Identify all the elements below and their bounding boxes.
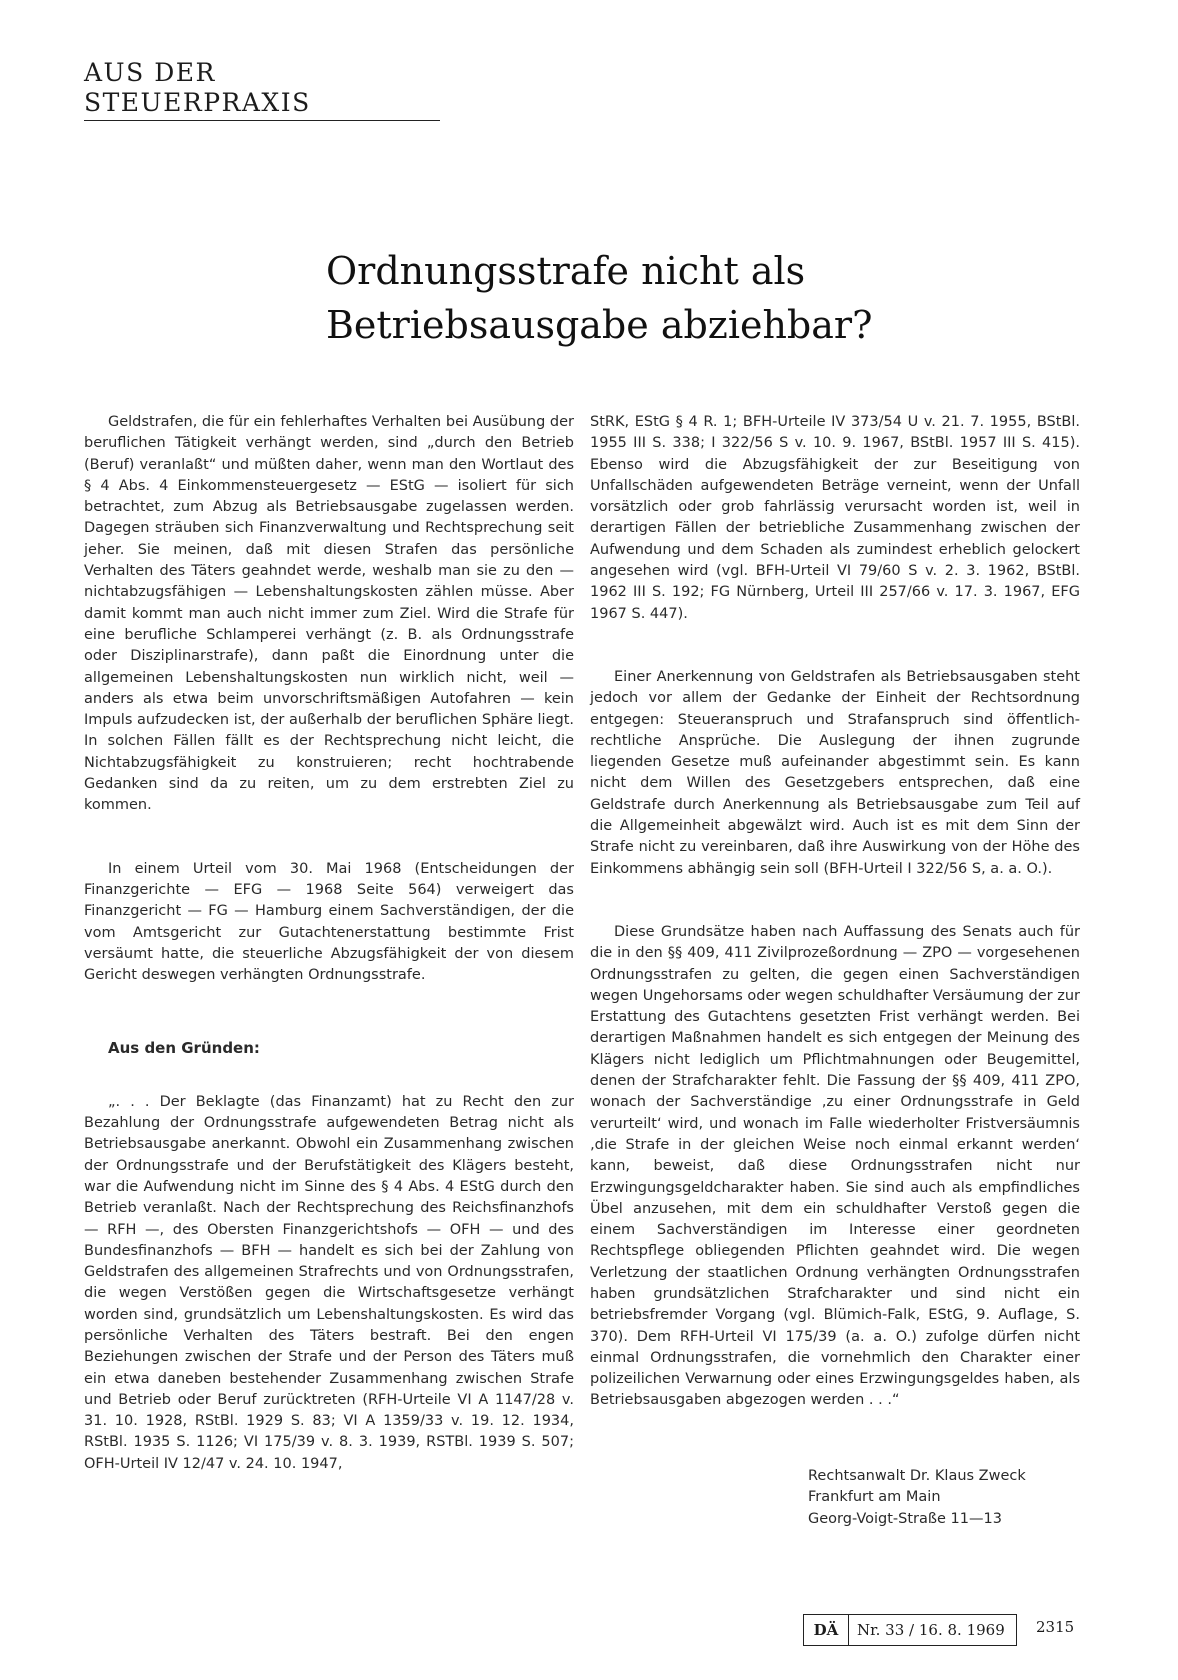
- author-city: Frankfurt am Main: [808, 1489, 941, 1506]
- author-signature: [808, 1466, 1078, 1530]
- journal-logo: DÄ: [804, 1615, 849, 1645]
- article-title: [326, 244, 1026, 352]
- journal-footer: [803, 1614, 1017, 1646]
- section-heading: AUS DER STEUERPRAXIS: [84, 58, 440, 121]
- article-title-line-2: Betriebsausgabe abziehbar?: [326, 303, 873, 347]
- author-street: Georg-Voigt-Straße 11—13: [808, 1510, 1002, 1527]
- article-title-line-1: Ordnungsstrafe nicht als: [326, 249, 806, 293]
- issue-info: Nr. 33 / 16. 8. 1969: [857, 1621, 1005, 1639]
- left-column: [84, 412, 574, 1475]
- quote-paragraph-3: Einer Anerkennung von Geldstrafen als Betriebsausgaben steht jedoch vor allem der Gedanke der Einheit der Rechtsordnung entgegen: Steueranspruch und Strafanspruch sind öffentlich-rechtliche Ansprüche. Die Auslegung der ihnen zugrunde liegenden Gesetze muß aufeinander abgestimmt sein. Es kann nicht dem Willen des Gesetzgebers entsprechen, daß eine Geldstrafe durch Anerkennung als Betriebsausgabe zum Teil auf die Allgemeinheit abgewälzt wird. Auch ist es mit dem Sinn der Strafe nicht zu vereinbaren, daß ihre Auswirkung von der Höhe des Einkommens abhängig sein soll (BFH-Urteil I 322/56 S, a. a. O.).: [590, 668, 1080, 877]
- author-name: Rechtsanwalt Dr. Klaus Zweck: [808, 1468, 1026, 1484]
- page-number: 2315: [1036, 1618, 1075, 1636]
- subheading-gruende: Aus den Gründen:: [108, 1039, 260, 1058]
- right-column: [590, 412, 1080, 1412]
- quote-paragraph-1: „. . . Der Beklagte (das Finanzamt) hat zu Recht den zur Bezahlung der Ordnungsstrafe aufgewendeten Betrag nicht als Betriebsausgabe anerkannt. Obwohl ein Zusammenhang zwischen der Ordnungsstrafe und der Berufstätigkeit des Klägers besteht, war die Aufwendung nicht im Sinne des § 4 Abs. 4 EStG durch den Betrieb veranlaßt. Nach der Rechtsprechung des Reichsfinanzhofs — RFH —, des Obersten Finanzgerichtshofs — OFH — und des Bundesfinanzhofs — BFH — handelt es sich bei der Zahlung von Geldstrafen des allgemeinen Strafrechts und von Ordnungsstrafen, die wegen Verstößen gegen die Wirtschaftsgesetze verhängt worden sind, grundsätzlich um Lebenshaltungskosten. Es wird das persönliche Verhalten des Täters bestraft. Bei den engen Beziehungen zwischen der Strafe und der Person des Täters muß ein etwa daneben bestehender Zusammenhang zwischen Strafe und Betrieb oder Beruf zurücktreten (RFH-Urteile VI A 1147/28 v. 31. 10. 1928, RStBl. 1929 S. 83; VI A 1359/33 v. 19. 12. 1934, RStBl. 1935 S. 1126; VI 175/39 v. 8. 3. 1939, RSTBl. 1939 S. 507; OFH-Urteil IV 12/47 v. 24. 10. 1947,: [84, 1093, 574, 1472]
- case-paragraph: In einem Urteil vom 30. Mai 1968 (Entscheidungen der Finanzgerichte — EFG — 1968 Seite 564) verweigert das Finanzgericht — FG — Hamburg einem Sachverständigen, der die vom Amtsgericht zur Gutachtenerstattung bestimmte Frist versäumt hatte, die steuerliche Abzugsfähigkeit der von diesem Gericht deswegen verhängten Ordnungsstrafe.: [84, 860, 574, 984]
- intro-paragraph: Geldstrafen, die für ein fehlerhaftes Verhalten bei Ausübung der beruflichen Tätigkeit verhängt werden, sind „durch den Betrieb (Beruf) veranlaßt“ und müßten daher, wenn man den Wortlaut des § 4 Abs. 4 Einkommensteuergesetz — EStG — isoliert für sich betrachtet, zum Abzug als Betriebsausgabe zugelassen werden. Dagegen sträuben sich Finanzverwaltung und Rechtsprechung seit jeher. Sie meinen, daß mit diesen Strafen das persönliche Verhalten des Täters geahndet werde, weshalb man sie zu den — nichtabzugsfähigen — Lebenshaltungskosten zählen müsse. Aber damit kommt man auch nicht immer zum Ziel. Wird die Strafe für eine berufliche Schlamperei verhängt (z. B. als Ordnungsstrafe oder Disziplinarstrafe), dann paßt die Einordnung unter die allgemeinen Lebenshaltungskosten nun wirklich nicht, weil — anders als etwa beim unvorschriftsmäßigen Autofahren — kein Impuls aufzudecken ist, der außerhalb der beruflichen Sphäre liegt. In solchen Fällen fällt es der Rechtsprechung nicht leicht, die Nichtabzugsfähigkeit zu konstruieren; recht hochtrabende Gedanken sind da zu reiten, um zu dem erstrebten Ziel zu kommen.: [84, 414, 574, 814]
- quote-paragraph-4: Diese Grundsätze haben nach Auffassung des Senats auch für die in den §§ 409, 411 Zivilprozeßordnung — ZPO — vorgesehenen Ordnungsstrafen zu gelten, die gegen einen Sachverständigen wegen Ungehorsams oder wegen schuldhafter Versäumung der zur Erstattung des Gutachtens gesetzten Frist verhängt werden. Bei derartigen Maßnahmen handelt es sich entgegen der Meinung des Klägers nicht lediglich um Pflichtmahnungen oder Beugemittel, denen der Strafcharakter fehlt. Die Fassung der §§ 409, 411 ZPO, wonach der Sachverständige ‚zu einer Ordnungsstrafe in Geld verurteilt‘ wird, und wonach im Falle wiederholter Fristversäumnis ‚die Strafe in der gleichen Weise noch einmal erkannt werden‘ kann, beweist, daß diese Ordnungsstrafen nicht nur Erzwingungsgeldcharakter haben. Sie sind auch als empfindliches Übel anzusehen, mit dem ein schuldhafter Verstoß gegen die einem Sachverständigen im Interesse einer geordneten Rechtspflege obliegenden Pflichten geahndet wird. Die wegen Verletzung der staatlichen Ordnung verhängten Ordnungsstrafen haben grundsätzlichen Strafcharakter und sind nicht ein betriebsfremder Vorgang (vgl. Blümich-Falk, EStG, 9. Auflage, S. 370). Dem RFH-Urteil VI 175/39 (a. a. O.) zufolge dürfen nicht einmal Ordnungsstrafen, die vornehmlich den Charakter einer polizeilichen Verwarnung oder eines Erzwingungsgeldes haben, als Betriebsausgaben abgezogen werden . . .“: [590, 923, 1080, 1409]
- quote-paragraph-2: StRK, EStG § 4 R. 1; BFH-Urteile IV 373/54 U v. 21. 7. 1955, BStBl. 1955 III S. 338; I 322/56 S v. 10. 9. 1967, BStBl. 1957 III S. 415). Ebenso wird die Abzugsfähigkeit der zur Beseitigung von Unfallschäden aufgewendeten Beträge verneint, wenn der Unfall vorsätzlich oder grob fahrlässig verursacht worden ist, weil in derartigen Fällen der betriebliche Zusammenhang zwischen der Aufwendung und dem Schaden als zumindest erheblich gelockert angesehen wird (vgl. BFH-Urteil VI 79/60 S v. 2. 3. 1962, BStBl. 1962 III S. 192; FG Nürnberg, Urteil III 257/66 v. 17. 3. 1967, EFG 1967 S. 447).: [590, 414, 1080, 622]
